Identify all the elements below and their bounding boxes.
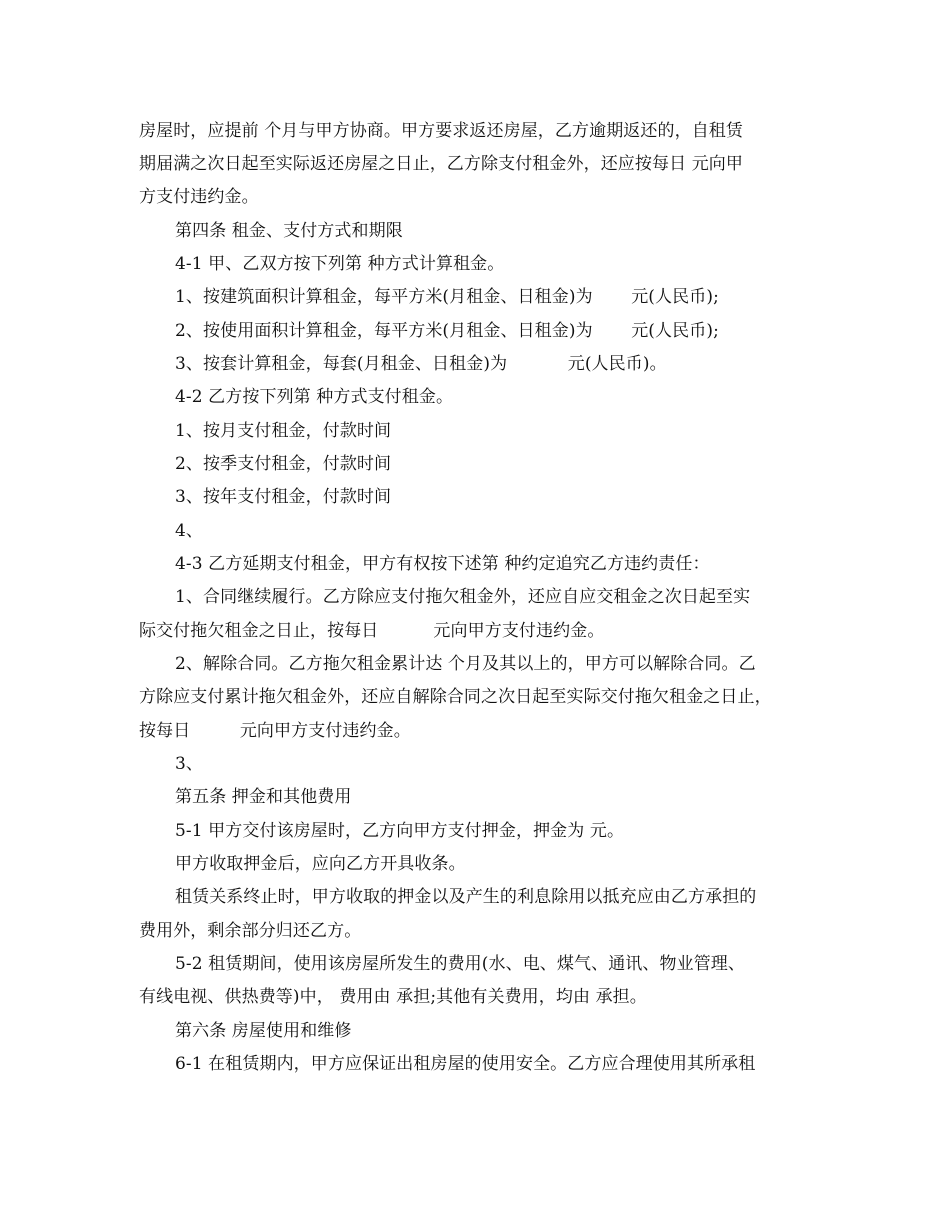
text-line-11: 2、按季支付租金，付款时间 (175, 454, 392, 474)
text-line-25: 费用外，剩余部分归还乙方。 (139, 921, 362, 941)
section-heading-6: 第六条 房屋使用和维修 (175, 1021, 352, 1041)
text-line-24: 租赁关系终止时，甲方收取的押金以及产生的利息除用以抵充应由乙方承担的 (175, 887, 757, 907)
text-line-14: 4-3 乙方延期支付租金，甲方有权按下述第 种约定追究乙方违约责任： (175, 554, 710, 574)
text-line-19: 按每日 元向甲方支付违约金。 (139, 721, 411, 741)
text-line-29: 6-1 在租赁期内，甲方应保证出租房屋的使用安全。乙方应合理使用其所承租 (175, 1054, 756, 1074)
text-line-6: 1、按建筑面积计算租金，每平方米(月租金、日租金)为 元(人民币); (175, 287, 719, 307)
text-line-17: 2、解除合同。乙方拖欠租金累计达 个月及其以上的，甲方可以解除合同。乙 (175, 654, 756, 674)
section-heading-4: 第四条 租金、支付方式和期限 (175, 221, 403, 241)
text-line-27: 有线电视、供热费等)中， 费用由 承担;其他有关费用，均由 承担。 (139, 987, 647, 1007)
text-line-12: 3、按年支付租金，付款时间 (175, 487, 392, 507)
text-line-20: 3、 (175, 754, 204, 774)
section-heading-5: 第五条 押金和其他费用 (175, 787, 352, 807)
text-line-9: 4-2 乙方按下列第 种方式支付租金。 (175, 387, 454, 407)
text-line-23: 甲方收取押金后，应向乙方开具收条。 (175, 854, 466, 874)
text-line-10: 1、按月支付租金，付款时间 (175, 421, 392, 441)
text-line-8: 3、按套计算租金，每套(月租金、日租金)为 元(人民币)。 (175, 354, 667, 374)
text-line-5: 4-1 甲、乙双方按下列第 种方式计算租金。 (175, 254, 505, 274)
text-line-26: 5-2 租赁期间，使用该房屋所发生的费用(水、电、煤气、通讯、物业管理、 (175, 954, 746, 974)
text-line-1: 房屋时，应提前 个月与甲方协商。甲方要求返还房屋，乙方逾期返还的，自租赁 (139, 121, 744, 141)
text-line-16: 际交付拖欠租金之日止，按每日 元向甲方支付违约金。 (139, 621, 605, 641)
text-line-2: 期届满之次日起至实际返还房屋之日止，乙方除支付租金外，还应按每日 元向甲 (139, 154, 744, 174)
text-line-13: 4、 (175, 521, 204, 541)
text-line-18: 方除应支付累计拖欠租金外，还应自解除合同之次日起至实际交付拖欠租金之日止， (139, 687, 772, 707)
text-line-7: 2、按使用面积计算租金，每平方米(月租金、日租金)为 元(人民币); (175, 321, 719, 341)
text-line-15: 1、合同继续履行。乙方除应支付拖欠租金外，还应自应交租金之次日起至实 (175, 587, 751, 607)
text-line-3: 方支付违约金。 (139, 187, 259, 207)
text-line-22: 5-1 甲方交付该房屋时，乙方向甲方支付押金，押金为 元。 (175, 821, 625, 841)
